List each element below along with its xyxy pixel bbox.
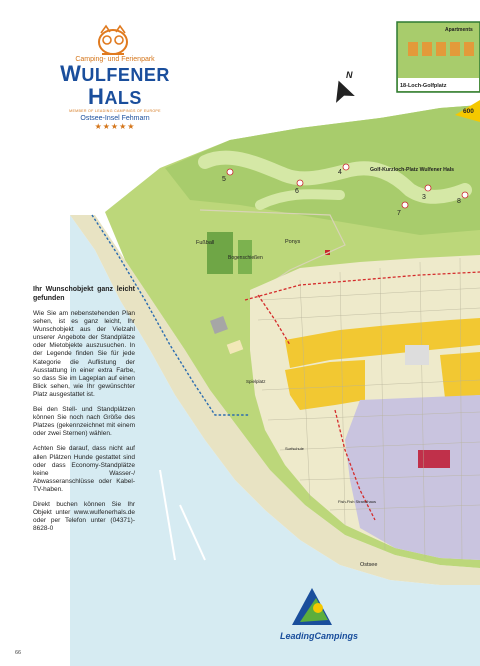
sign-label: 600 — [463, 108, 474, 115]
north-arrow-icon — [329, 77, 355, 103]
brand-location: Ostsee-Insel Fehmarn — [80, 115, 150, 122]
intro-paragraph: Direkt buchen können Sie Ihr Objekt unter www.wulfenerhals.de oder per Telefon unter (04371)- 8628-0 — [33, 500, 135, 533]
intro-paragraph: Bei den Stell- und Standplätzen können Sie noch nach Größe des Platzes (gekennzeichnet mit einem oder zwei Sternen) wählen. — [33, 406, 135, 438]
archery-label: Bogenschießen — [228, 255, 263, 261]
apartment-block — [436, 42, 446, 56]
brand-name: WULFENER HALS — [60, 61, 170, 109]
hole-number: 6 — [295, 188, 299, 195]
intro-paragraph: Achten Sie darauf, dass nicht auf allen Plätzen Hunde gestattet sind oder dass Economy-Standplätze keine Wasser-/ Abwasseranschlüsse oder Kabel-TV-haben. — [33, 445, 135, 493]
intro-paragraph: Wie Sie am nebenstehenden Plan sehen, ist es ganz leicht, Ihr Wunschobjekt aus der Vielzahl unserer Angebote der Standplätze oder Mietobjekte auszusuchen. In der Legende finden Sie für jede Kategorie die Auflistung der Ausstattung in einer extra Farbe, so dass Sie im Lageplan auf einen Blick sehen, wie Ihr gewünschter Platz ausgestattet ist. — [33, 310, 135, 398]
hole-number: 5 — [222, 176, 226, 183]
surfschool-label: Surfschule — [285, 446, 304, 451]
football-label: Fußball — [196, 240, 215, 246]
north-label: N — [346, 70, 353, 80]
hole-number: 3 — [422, 194, 426, 201]
yellow-zone — [440, 352, 480, 398]
sea-label: Ostsee — [360, 562, 378, 568]
star-rating: ★★★★★ — [94, 122, 136, 131]
intro-text-column — [33, 286, 135, 540]
brand-member-line: MEMBER OF LEADING CAMPINGS OF EUROPE — [69, 109, 161, 113]
golf18-label: 18-Loch-Golfplatz — [400, 83, 447, 89]
apartments-label: Apartments — [445, 27, 473, 33]
football-field — [207, 232, 233, 274]
hole-number: 7 — [397, 210, 401, 217]
apartment-block — [464, 42, 474, 56]
page-number: 66 — [15, 650, 22, 656]
hole-number: 4 — [338, 169, 342, 176]
brand-block — [30, 18, 200, 131]
apartment-block — [422, 42, 432, 56]
apartment-block — [450, 42, 460, 56]
leading-campings-text: LeadingCampings — [280, 631, 359, 641]
building — [405, 345, 429, 365]
ponys-label: Ponys — [285, 239, 301, 245]
brand-subtitle: Camping- und Ferienpark — [75, 56, 155, 63]
beach-house-label: Fish-Fish Strandhaus — [338, 499, 377, 504]
golf-label: Golf-Kurzloch-Platz Wulfener Hals — [370, 167, 455, 173]
playground-label: Spielplatz — [246, 379, 266, 384]
red-block — [418, 450, 450, 468]
hole-number: 8 — [457, 198, 461, 205]
apartment-block — [408, 42, 418, 56]
intro-heading: Ihr Wunschobjekt ganz leicht gefunden — [33, 286, 135, 302]
